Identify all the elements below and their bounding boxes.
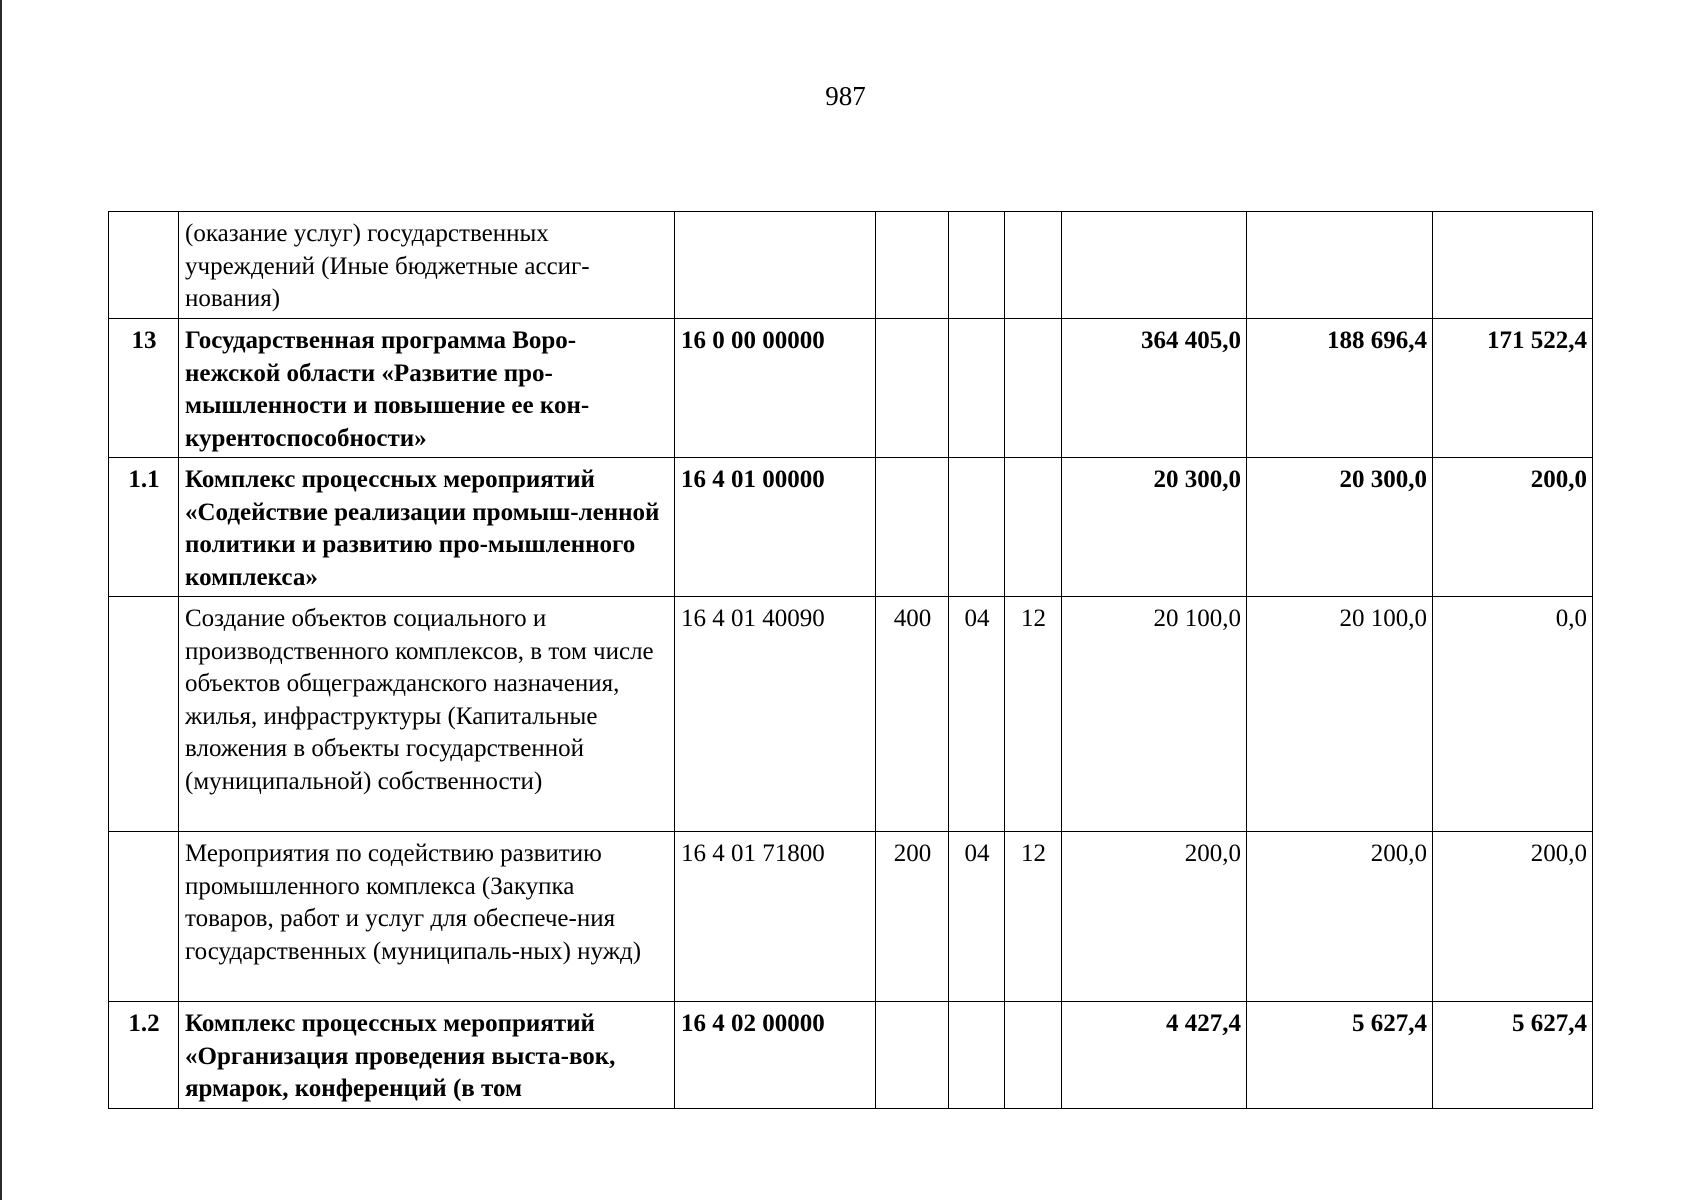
row-rz: 04 xyxy=(949,832,1005,1002)
row-sum-1: 4 427,4 xyxy=(1062,1002,1247,1109)
row-number: 13 xyxy=(109,319,179,458)
row-vr: 400 xyxy=(876,597,949,832)
table-row xyxy=(109,832,1593,1002)
row-pr: 12 xyxy=(1005,832,1062,1002)
row-sum-1: 20 100,0 xyxy=(1062,597,1247,832)
table-row xyxy=(109,319,1593,458)
row-pr xyxy=(1005,458,1062,597)
row-sum-2: 188 696,4 xyxy=(1247,319,1433,458)
row-sum-1: 200,0 xyxy=(1062,832,1247,1002)
row-vr xyxy=(876,1002,949,1109)
row-sum-3: 5 627,4 xyxy=(1433,1002,1593,1109)
page-number: 987 xyxy=(825,81,866,111)
row-number: 1.2 xyxy=(109,1002,179,1109)
row-pr: 12 xyxy=(1005,597,1062,832)
row-sum-2: 200,0 xyxy=(1247,832,1433,1002)
row-vr xyxy=(876,212,949,319)
row-name: Комплекс процессных мероприятий «Содействие реализации промыш-ленной политики и развитию про-мышленного комплекса» xyxy=(179,458,675,597)
row-code: 16 4 01 00000 xyxy=(675,458,876,597)
row-sum-3: 200,0 xyxy=(1433,458,1593,597)
row-code: 16 4 01 71800 xyxy=(675,832,876,1002)
row-vr xyxy=(876,319,949,458)
row-name: Мероприятия по содействию развитию промышленного комплекса (Закупка товаров, работ и услуг для обеспече-ния государственных (муниципаль-ных) нужд) xyxy=(179,832,675,1002)
table-row xyxy=(109,458,1593,597)
row-vr: 200 xyxy=(876,832,949,1002)
row-name: Комплекс процессных мероприятий «Организация проведения выста-вок, ярмарок, конференций (в том xyxy=(179,1002,675,1109)
row-rz: 04 xyxy=(949,597,1005,832)
row-vr xyxy=(876,458,949,597)
row-pr xyxy=(1005,319,1062,458)
row-code: 16 4 01 40090 xyxy=(675,597,876,832)
table-row xyxy=(109,212,1593,319)
row-sum-1 xyxy=(1062,212,1247,319)
row-sum-2: 5 627,4 xyxy=(1247,1002,1433,1109)
row-sum-3: 200,0 xyxy=(1433,832,1593,1002)
row-sum-2 xyxy=(1247,212,1433,319)
table-row xyxy=(109,1002,1593,1109)
row-pr xyxy=(1005,1002,1062,1109)
row-rz xyxy=(949,1002,1005,1109)
row-rz xyxy=(949,212,1005,319)
row-number: 1.1 xyxy=(109,458,179,597)
row-sum-1: 364 405,0 xyxy=(1062,319,1247,458)
row-code: 16 4 02 00000 xyxy=(675,1002,876,1109)
row-sum-3: 171 522,4 xyxy=(1433,319,1593,458)
budget-table xyxy=(108,211,1593,1109)
row-name: Государственная программа Воро-нежской области «Развитие про-мышленности и повышение ее кон-курентоспособности» xyxy=(179,319,675,458)
row-code xyxy=(675,212,876,319)
row-rz xyxy=(949,458,1005,597)
row-sum-2: 20 100,0 xyxy=(1247,597,1433,832)
scan-edge-line xyxy=(0,0,2,1200)
row-number xyxy=(109,597,179,832)
row-code: 16 0 00 00000 xyxy=(675,319,876,458)
row-pr xyxy=(1005,212,1062,319)
row-sum-3 xyxy=(1433,212,1593,319)
row-name: (оказание услуг) государственных учреждений (Иные бюджетные ассиг-нования) xyxy=(179,212,675,319)
row-number xyxy=(109,212,179,319)
row-rz xyxy=(949,319,1005,458)
table-row xyxy=(109,597,1593,832)
row-sum-2: 20 300,0 xyxy=(1247,458,1433,597)
row-name: Создание объектов социального и производственного комплексов, в том числе объектов общегражданского назначения, жилья, инфраструктуры (Капитальные вложения в объекты государственной (муниципальной) собственности) xyxy=(179,597,675,832)
row-sum-3: 0,0 xyxy=(1433,597,1593,832)
row-number xyxy=(109,832,179,1002)
row-sum-1: 20 300,0 xyxy=(1062,458,1247,597)
